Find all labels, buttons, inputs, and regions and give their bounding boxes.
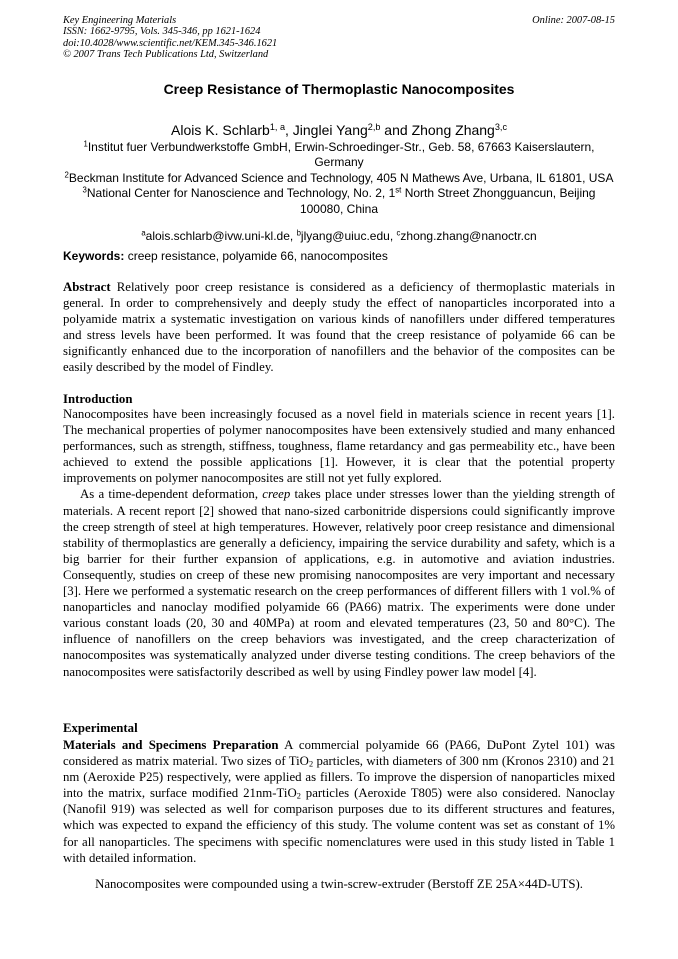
introduction-section: [63, 406, 615, 680]
author-name: Jinglei Yang: [292, 122, 368, 138]
email-marker: c: [396, 228, 401, 238]
keywords: [63, 249, 615, 263]
affiliation-number: 2: [64, 170, 69, 180]
affiliation: [63, 186, 615, 217]
emphasized-term: creep: [262, 487, 291, 502]
affiliation-text: Institut fuer Verbundwerkstoffe GmbH, Erwin-Schroedinger-Str., Geb. 58, 67663 Kaiserslautern, Germany: [87, 140, 595, 170]
subscript: 2: [308, 759, 314, 769]
abstract-label: Abstract: [63, 280, 111, 294]
email-marker: b: [296, 228, 301, 238]
author-superscript: 2,b: [367, 122, 381, 132]
affiliation-number: 3: [82, 185, 87, 195]
abstract-text: Relatively poor creep resistance is considered as a deficiency of thermoplastic materials in general. In order to comprehensively and deeply study the effect of nanoparticles incorporated into a polyamide matrix a systematic investigation on various kinds of nanofillers under differed temperatures and stress levels have been performed. It was found that the creep resistance of polyamide 66 can be significantly enhanced due to the incorporation of nanofillers and the behavior of the composites can be easily described by the model of Findley.: [63, 280, 615, 375]
affiliation: [63, 140, 615, 171]
section-heading-introduction: Introduction: [63, 392, 133, 406]
keywords-label: Keywords:: [63, 249, 125, 263]
experimental-section: [63, 737, 615, 866]
abstract: [63, 279, 615, 376]
affiliation-text: Beckman Institute for Advanced Science and Technology, 405 N Mathews Ave, Urbana, IL 61801, USA: [68, 170, 614, 185]
paragraph-text: particles, with diameters of 300 nm (Kronos 2310) and 21 nm (Aeroxide P25) respectively, were applied as fillers. To improve the dispersion of nanoparticles mixed into the matrix, surface modified 21nm-TiO: [63, 754, 616, 801]
author-separator: and: [380, 122, 412, 138]
online-date: Online: 2007-08-15: [532, 15, 615, 26]
doi-line: doi:10.4028/www.scientific.net/KEM.345-346.1621: [63, 37, 278, 49]
subscript: 2: [296, 791, 301, 801]
journal-name: Key Engineering Materials: [63, 15, 177, 26]
issn-line: ISSN: 1662-9795, Vols. 345-346, pp 1621-1624: [63, 26, 261, 38]
paragraph-text: A commercial polyamide 66 (PA66, DuPont Zytel 101) was considered as matrix material. Two sizes of TiO: [63, 738, 616, 769]
email-text: jlyang@uiuc.edu,: [300, 229, 397, 243]
author-superscript: 1, a: [269, 122, 285, 132]
paragraph-text: As a time-dependent deformation,: [80, 487, 263, 502]
author-separator: ,: [285, 122, 293, 138]
body-paragraph: [63, 486, 615, 679]
body-paragraph: Nanocomposites have been increasingly focused as a novel field in materials science in recent years [1]. The mechanical properties of polymer nanocomposites have been extensively studied and many enhanced performances, such as strength, stiffness, toughness, flame retardancy and gas permeability etc., have been achieved to extend the possible applications [1]. However, it is clear that the potential property improvements on polymer nanocomposites are still not yet fully explored.: [63, 407, 615, 486]
email-marker: a: [141, 228, 146, 238]
author-list: [63, 122, 615, 138]
affiliation: [63, 171, 615, 186]
author-name: Zhong Zhang: [411, 122, 495, 138]
affiliations: [63, 140, 615, 217]
journal-header: [63, 15, 615, 61]
copyright-line: © 2007 Trans Tech Publications Ltd, Switzerland: [63, 49, 269, 61]
email-text: zhong.zhang@nanoctr.cn: [400, 229, 537, 243]
body-paragraph: [63, 737, 615, 866]
abstract-paragraph: [63, 279, 615, 376]
affiliation-text: National Center for Nanoscience and Technology, No. 2, 1: [86, 186, 396, 201]
section-heading-experimental: Experimental: [63, 721, 138, 735]
author-name: Alois K. Schlarb: [171, 122, 270, 138]
affiliation-text: North Street Zhongguancun, Beijing 100080, China: [299, 186, 596, 216]
paper-title: Creep Resistance of Thermoplastic Nanocomposites: [163, 81, 515, 97]
author-emails: [63, 229, 615, 243]
affiliation-number: 1: [83, 139, 88, 149]
paragraph-text: takes place under stresses lower than the yielding strength of materials. A recent report [2] showed that nano-sized carbonitride dispersions could significantly improve the creep strength of steel at high temperatures. However, relatively poor creep resistance and dimensional stability of thermoplastics are generally a deficiency, impairing the service durability and safety, which is a big barrier for their further expansion of applications, e.g. in automotive and aviation industries. Consequently, studies on creep of these new promising nanocomposites are very important and necessary [3]. Here we performed a systematic research on the creep performances of different fillers with 1 vol.% of nanoparticles and nanoclay modified polyamide 66 (PA66) matrix. The experiments were done under various constant loads (20, 30 and 40MPa) at room and elevated temperatures (23, 50 and 80°C). The influence of nanofillers on the creep behaviors was investigated, and the creep characterization of nanocomposites was systematically analyzed under diverse testing conditions. The creep behaviors of the nanocomposites were satisfactorily described as well by using Findley power law model [4].: [63, 487, 615, 679]
email-text: alois.schlarb@ivw.uni-kl.de,: [145, 229, 297, 243]
paragraph-text: particles (Aeroxide T805) were also considered. Nanoclay (Nanofil 919) was selected as well for comparison purposes due to its different structures and features, which was expected to expand the efficiency of this study. The volume content was set as constant of 1% for all nanoparticles. The specimens with specific nomenclatures were used in this study listed in Table 1 with detailed information.: [63, 786, 615, 865]
body-paragraph-last: Nanocomposites were compounded using a twin-screw-extruder (Berstoff ZE 25A×44D-UTS).: [95, 877, 583, 891]
subsection-heading: Materials and Specimens Preparation: [63, 738, 279, 752]
keywords-text: creep resistance, polyamide 66, nanocomposites: [124, 249, 388, 263]
author-superscript: 3,c: [494, 122, 507, 132]
ordinal-superscript: st: [395, 185, 402, 195]
